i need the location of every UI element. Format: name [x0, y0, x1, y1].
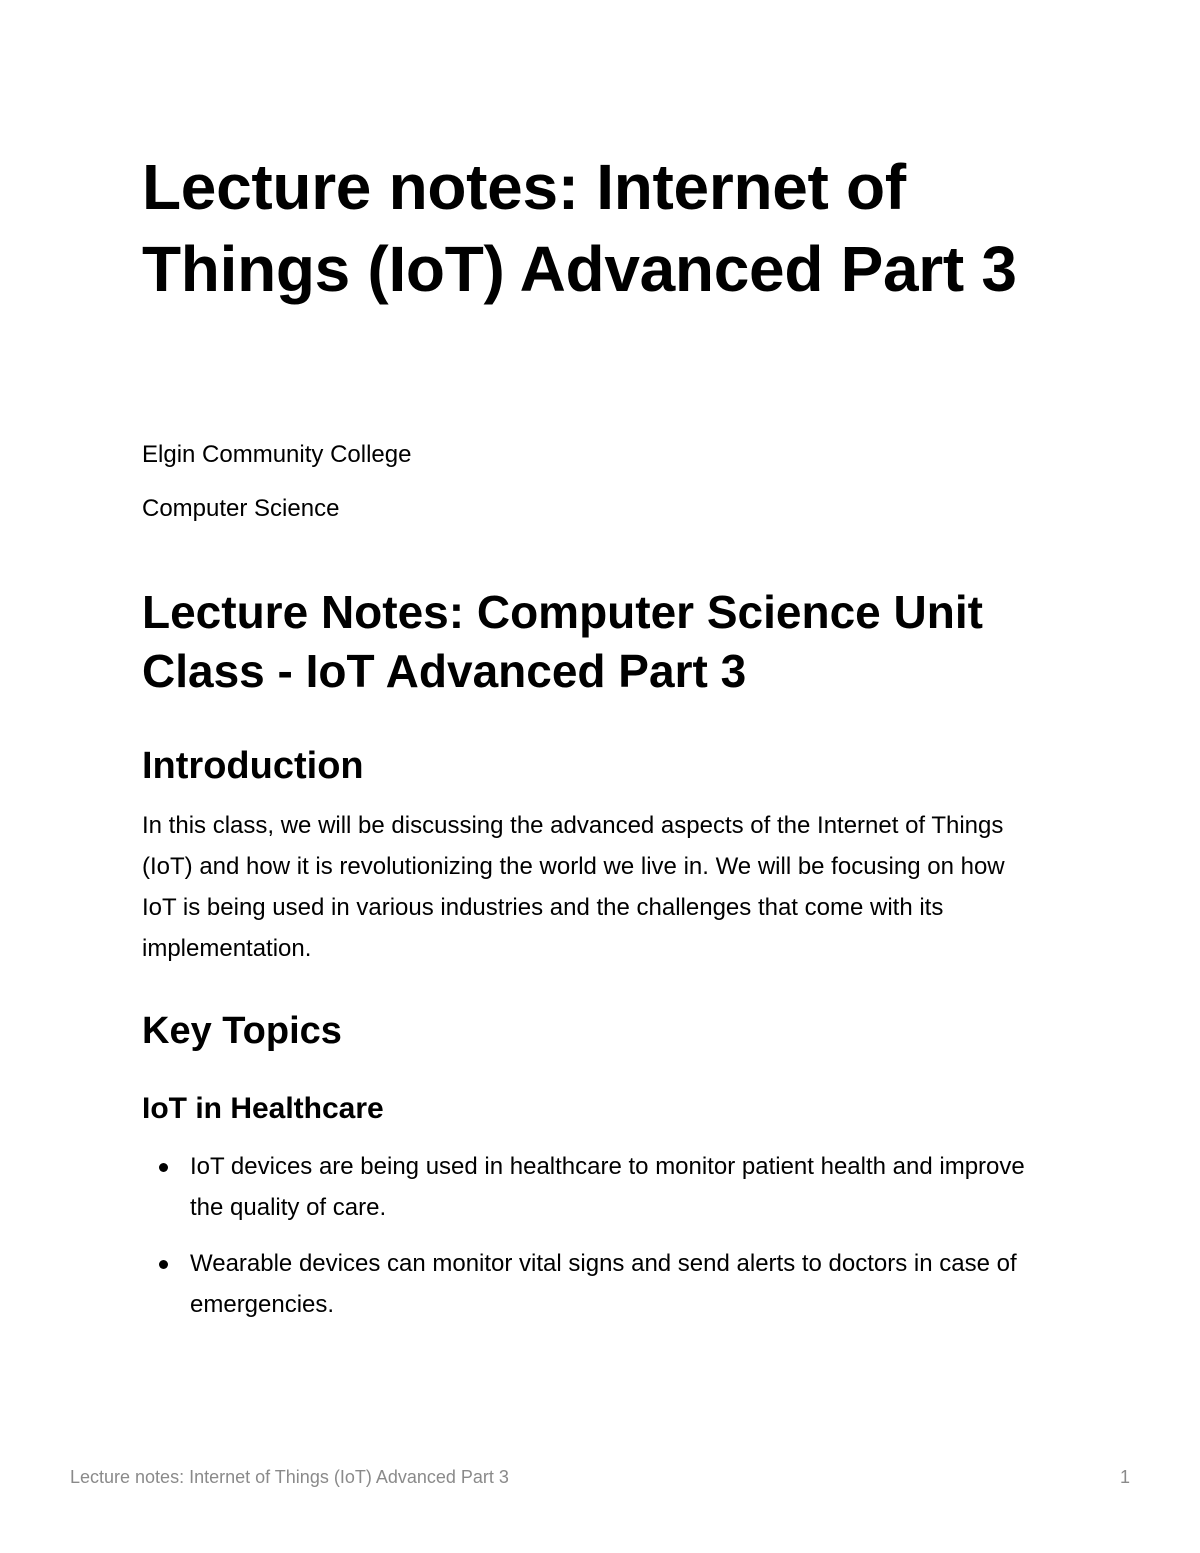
list-item [142, 1146, 1042, 1228]
introduction-paragraph: In this class, we will be discussing the advanced aspects of the Internet of Things (IoT) and how it is revolutionizing the world we live in. We will be focusing on how IoT is being used in various industries and the challenges that come with its implementation. [142, 812, 1005, 962]
footer-page-number: 1 [1119, 1467, 1130, 1487]
list-item-text: Wearable devices can monitor vital signs and send alerts to doctors in case of emergencies. [190, 1250, 1017, 1318]
institution-name: Elgin Community College [142, 441, 412, 468]
introduction-heading: Introduction [142, 745, 364, 787]
subsection-heading-healthcare: IoT in Healthcare [142, 1092, 384, 1125]
bullet-icon [159, 1260, 168, 1269]
healthcare-bullet-list [142, 1146, 1042, 1340]
bullet-icon [159, 1163, 168, 1172]
list-item-text: IoT devices are being used in healthcare to monitor patient health and improve the quality of care. [190, 1153, 1025, 1221]
section-title: Lecture Notes: Computer Science Unit Class - IoT Advanced Part 3 [142, 586, 983, 697]
list-item [142, 1243, 1042, 1325]
footer-title: Lecture notes: Internet of Things (IoT) Advanced Part 3 [70, 1467, 509, 1487]
department-name: Computer Science [142, 495, 340, 522]
key-topics-heading: Key Topics [142, 1010, 342, 1052]
document-title: Lecture notes: Internet of Things (IoT) Advanced Part 3 [142, 151, 1017, 305]
